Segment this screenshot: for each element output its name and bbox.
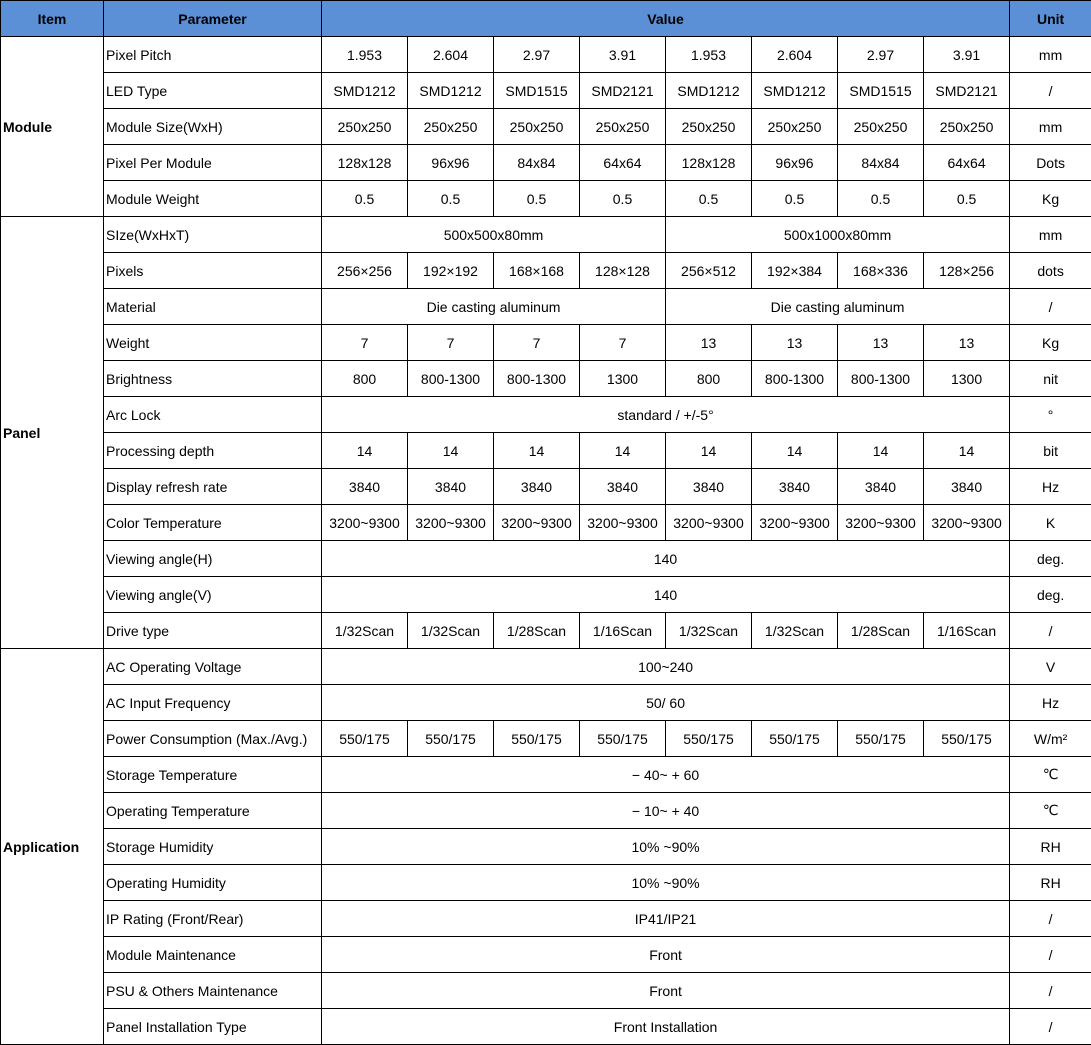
table-row <box>1 253 1091 289</box>
parameter-cell: Pixel Pitch <box>104 37 322 73</box>
value-cell: 3840 <box>752 469 838 505</box>
table-row <box>1 289 1091 325</box>
value-cell: 3200~9300 <box>408 505 494 541</box>
unit-cell: mm <box>1010 109 1091 145</box>
value-cell: 3840 <box>494 469 580 505</box>
unit-cell: / <box>1010 289 1091 325</box>
value-cell: 3200~9300 <box>322 505 408 541</box>
value-cell: standard / +/-5° <box>322 397 1010 433</box>
value-cell: 14 <box>580 433 666 469</box>
table-row <box>1 181 1091 217</box>
header-value: Value <box>322 1 1010 37</box>
unit-cell: ° <box>1010 397 1091 433</box>
unit-cell: bit <box>1010 433 1091 469</box>
value-cell: 550/175 <box>838 721 924 757</box>
value-cell: 0.5 <box>666 181 752 217</box>
unit-cell: RH <box>1010 829 1091 865</box>
value-cell: 3840 <box>924 469 1010 505</box>
group-label: Application <box>1 649 104 1045</box>
unit-cell: Hz <box>1010 685 1091 721</box>
value-cell: 7 <box>580 325 666 361</box>
value-cell: 168×168 <box>494 253 580 289</box>
value-cell: 3.91 <box>580 37 666 73</box>
parameter-cell: Display refresh rate <box>104 469 322 505</box>
value-cell: 550/175 <box>322 721 408 757</box>
unit-cell: deg. <box>1010 577 1091 613</box>
value-cell: 500x500x80mm <box>322 217 666 253</box>
value-cell: SMD1212 <box>666 73 752 109</box>
table-row <box>1 577 1091 613</box>
value-cell: 1/16Scan <box>924 613 1010 649</box>
parameter-cell: Processing depth <box>104 433 322 469</box>
table-row <box>1 829 1091 865</box>
header-parameter: Parameter <box>104 1 322 37</box>
table-body <box>1 37 1091 1045</box>
value-cell: 0.5 <box>494 181 580 217</box>
value-cell: 128×128 <box>580 253 666 289</box>
value-cell: 0.5 <box>752 181 838 217</box>
group-label: Panel <box>1 217 104 649</box>
table-row <box>1 685 1091 721</box>
unit-cell: W/m² <box>1010 721 1091 757</box>
unit-cell: / <box>1010 901 1091 937</box>
header-item: Item <box>1 1 104 37</box>
unit-cell: deg. <box>1010 541 1091 577</box>
value-cell: 1/32Scan <box>752 613 838 649</box>
table-row <box>1 793 1091 829</box>
value-cell: 0.5 <box>580 181 666 217</box>
value-cell: 14 <box>408 433 494 469</box>
parameter-cell: Weight <box>104 325 322 361</box>
value-cell: 10% ~90% <box>322 865 1010 901</box>
value-cell: 250x250 <box>838 109 924 145</box>
value-cell: SMD1515 <box>838 73 924 109</box>
value-cell: 2.97 <box>838 37 924 73</box>
value-cell: SMD2121 <box>580 73 666 109</box>
value-cell: 1/32Scan <box>666 613 752 649</box>
parameter-cell: Module Maintenance <box>104 937 322 973</box>
table-row <box>1 973 1091 1009</box>
value-cell: 550/175 <box>494 721 580 757</box>
value-cell: 1300 <box>580 361 666 397</box>
value-cell: IP41/IP21 <box>322 901 1010 937</box>
parameter-cell: Storage Temperature <box>104 757 322 793</box>
value-cell: 128×256 <box>924 253 1010 289</box>
unit-cell: dots <box>1010 253 1091 289</box>
value-cell: Die casting aluminum <box>322 289 666 325</box>
value-cell: 96x96 <box>752 145 838 181</box>
table-row <box>1 865 1091 901</box>
value-cell: 13 <box>752 325 838 361</box>
value-cell: − 10~ + 40 <box>322 793 1010 829</box>
unit-cell: Kg <box>1010 181 1091 217</box>
header-unit: Unit <box>1010 1 1091 37</box>
value-cell: 256×512 <box>666 253 752 289</box>
value-cell: 2.97 <box>494 37 580 73</box>
value-cell: 192×384 <box>752 253 838 289</box>
value-cell: 7 <box>494 325 580 361</box>
unit-cell: mm <box>1010 217 1091 253</box>
table-row <box>1 1009 1091 1045</box>
value-cell: 0.5 <box>838 181 924 217</box>
table-row <box>1 73 1091 109</box>
unit-cell: / <box>1010 1009 1091 1045</box>
unit-cell: ℃ <box>1010 757 1091 793</box>
unit-cell: K <box>1010 505 1091 541</box>
value-cell: 100~240 <box>322 649 1010 685</box>
value-cell: − 40~ + 60 <box>322 757 1010 793</box>
value-cell: 800-1300 <box>408 361 494 397</box>
value-cell: 800-1300 <box>838 361 924 397</box>
value-cell: 3840 <box>666 469 752 505</box>
value-cell: 800 <box>666 361 752 397</box>
value-cell: Die casting aluminum <box>666 289 1010 325</box>
value-cell: SMD1212 <box>752 73 838 109</box>
table-row <box>1 757 1091 793</box>
unit-cell: / <box>1010 613 1091 649</box>
unit-cell: nit <box>1010 361 1091 397</box>
unit-cell: / <box>1010 973 1091 1009</box>
table-row <box>1 325 1091 361</box>
parameter-cell: Storage Humidity <box>104 829 322 865</box>
value-cell: 1300 <box>924 361 1010 397</box>
value-cell: SMD2121 <box>924 73 1010 109</box>
unit-cell: Hz <box>1010 469 1091 505</box>
value-cell: 550/175 <box>580 721 666 757</box>
unit-cell: RH <box>1010 865 1091 901</box>
unit-cell: Dots <box>1010 145 1091 181</box>
value-cell: 3200~9300 <box>924 505 1010 541</box>
value-cell: 800-1300 <box>494 361 580 397</box>
table-row <box>1 469 1091 505</box>
value-cell: 250x250 <box>408 109 494 145</box>
table-row <box>1 937 1091 973</box>
parameter-cell: Panel Installation Type <box>104 1009 322 1045</box>
value-cell: SMD1515 <box>494 73 580 109</box>
value-cell: 256×256 <box>322 253 408 289</box>
value-cell: 64x64 <box>580 145 666 181</box>
value-cell: 1/32Scan <box>322 613 408 649</box>
parameter-cell: Power Consumption (Max./Avg.) <box>104 721 322 757</box>
table-row <box>1 901 1091 937</box>
parameter-cell: Operating Temperature <box>104 793 322 829</box>
value-cell: 13 <box>924 325 1010 361</box>
value-cell: 2.604 <box>408 37 494 73</box>
parameter-cell: SIze(WxHxT) <box>104 217 322 253</box>
value-cell: 140 <box>322 577 1010 613</box>
parameter-cell: IP Rating (Front/Rear) <box>104 901 322 937</box>
value-cell: Front <box>322 937 1010 973</box>
value-cell: 1/16Scan <box>580 613 666 649</box>
value-cell: SMD1212 <box>322 73 408 109</box>
value-cell: 7 <box>408 325 494 361</box>
table-row <box>1 109 1091 145</box>
value-cell: 14 <box>838 433 924 469</box>
unit-cell: V <box>1010 649 1091 685</box>
value-cell: 84x84 <box>494 145 580 181</box>
value-cell: Front <box>322 973 1010 1009</box>
parameter-cell: AC Input Frequency <box>104 685 322 721</box>
value-cell: 3200~9300 <box>752 505 838 541</box>
parameter-cell: Arc Lock <box>104 397 322 433</box>
value-cell: 140 <box>322 541 1010 577</box>
value-cell: 14 <box>494 433 580 469</box>
parameter-cell: Viewing angle(H) <box>104 541 322 577</box>
value-cell: 800 <box>322 361 408 397</box>
value-cell: 250x250 <box>924 109 1010 145</box>
group-label: Module <box>1 37 104 217</box>
parameter-cell: Pixels <box>104 253 322 289</box>
table-row <box>1 541 1091 577</box>
value-cell: 13 <box>838 325 924 361</box>
parameter-cell: Operating Humidity <box>104 865 322 901</box>
parameter-cell: Viewing angle(V) <box>104 577 322 613</box>
unit-cell: / <box>1010 937 1091 973</box>
value-cell: 7 <box>322 325 408 361</box>
parameter-cell: Color Temperature <box>104 505 322 541</box>
unit-cell: Kg <box>1010 325 1091 361</box>
table-header <box>1 1 1091 37</box>
table-row <box>1 37 1091 73</box>
value-cell: 1.953 <box>322 37 408 73</box>
table-row <box>1 397 1091 433</box>
value-cell: 14 <box>666 433 752 469</box>
table-row <box>1 721 1091 757</box>
value-cell: 3840 <box>580 469 666 505</box>
parameter-cell: Drive type <box>104 613 322 649</box>
value-cell: 550/175 <box>666 721 752 757</box>
unit-cell: ℃ <box>1010 793 1091 829</box>
value-cell: 3.91 <box>924 37 1010 73</box>
parameter-cell: Module Size(WxH) <box>104 109 322 145</box>
table-row <box>1 145 1091 181</box>
value-cell: 1.953 <box>666 37 752 73</box>
value-cell: 550/175 <box>408 721 494 757</box>
table-row <box>1 613 1091 649</box>
value-cell: 0.5 <box>322 181 408 217</box>
unit-cell: mm <box>1010 37 1091 73</box>
value-cell: 550/175 <box>752 721 838 757</box>
value-cell: 250x250 <box>752 109 838 145</box>
value-cell: 0.5 <box>408 181 494 217</box>
value-cell: 10% ~90% <box>322 829 1010 865</box>
unit-cell: / <box>1010 73 1091 109</box>
value-cell: Front Installation <box>322 1009 1010 1045</box>
value-cell: 14 <box>924 433 1010 469</box>
value-cell: 250x250 <box>580 109 666 145</box>
table-row <box>1 649 1091 685</box>
value-cell: 168×336 <box>838 253 924 289</box>
parameter-cell: PSU & Others Maintenance <box>104 973 322 1009</box>
parameter-cell: LED Type <box>104 73 322 109</box>
value-cell: 3840 <box>838 469 924 505</box>
table-row <box>1 361 1091 397</box>
value-cell: 3200~9300 <box>838 505 924 541</box>
value-cell: 128x128 <box>322 145 408 181</box>
value-cell: 3200~9300 <box>666 505 752 541</box>
value-cell: 3200~9300 <box>494 505 580 541</box>
value-cell: 250x250 <box>322 109 408 145</box>
value-cell: 14 <box>752 433 838 469</box>
value-cell: 84x84 <box>838 145 924 181</box>
value-cell: 3200~9300 <box>580 505 666 541</box>
value-cell: 250x250 <box>666 109 752 145</box>
value-cell: 550/175 <box>924 721 1010 757</box>
value-cell: 1/28Scan <box>494 613 580 649</box>
value-cell: 128x128 <box>666 145 752 181</box>
value-cell: 3840 <box>408 469 494 505</box>
value-cell: 1/28Scan <box>838 613 924 649</box>
value-cell: 64x64 <box>924 145 1010 181</box>
value-cell: 800-1300 <box>752 361 838 397</box>
value-cell: 1/32Scan <box>408 613 494 649</box>
value-cell: 14 <box>322 433 408 469</box>
table-row <box>1 433 1091 469</box>
value-cell: 500x1000x80mm <box>666 217 1010 253</box>
table-row <box>1 505 1091 541</box>
value-cell: 192×192 <box>408 253 494 289</box>
parameter-cell: Pixel Per Module <box>104 145 322 181</box>
value-cell: 250x250 <box>494 109 580 145</box>
value-cell: 3840 <box>322 469 408 505</box>
parameter-cell: Brightness <box>104 361 322 397</box>
value-cell: 96x96 <box>408 145 494 181</box>
value-cell: 0.5 <box>924 181 1010 217</box>
value-cell: SMD1212 <box>408 73 494 109</box>
parameter-cell: AC Operating Voltage <box>104 649 322 685</box>
table-row <box>1 217 1091 253</box>
value-cell: 2.604 <box>752 37 838 73</box>
parameter-cell: Module Weight <box>104 181 322 217</box>
parameter-cell: Material <box>104 289 322 325</box>
value-cell: 50/ 60 <box>322 685 1010 721</box>
value-cell: 13 <box>666 325 752 361</box>
